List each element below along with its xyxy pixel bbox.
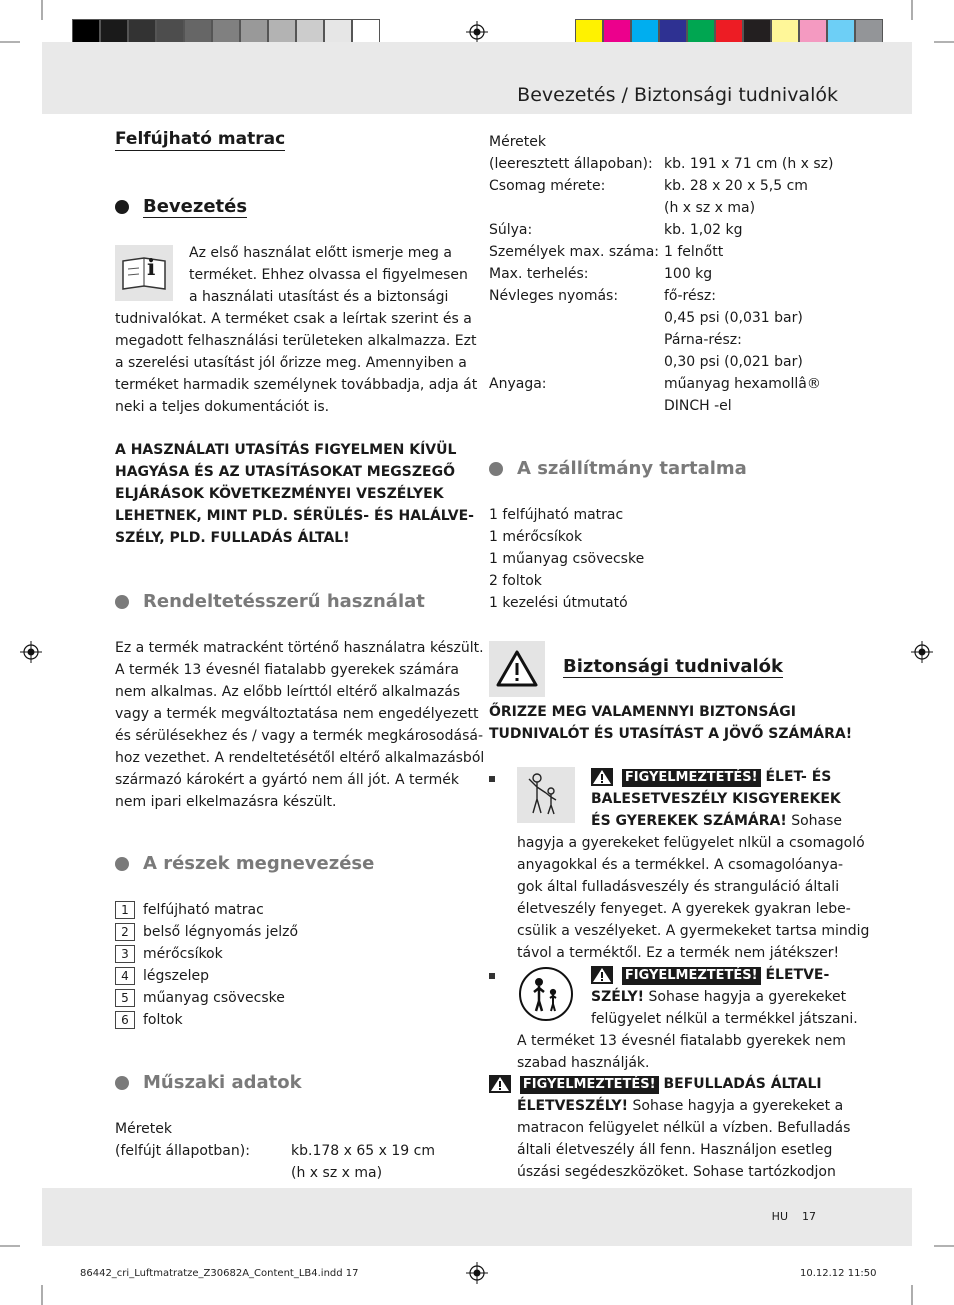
text-line: származó károkért a gyártó nem áll jót. A termék <box>115 772 459 788</box>
section-heading-text: Rendeltetésszerű használat <box>143 591 425 612</box>
warning1-line <box>591 766 831 788</box>
part-number: 5 <box>115 989 135 1007</box>
bullet-square-icon <box>489 973 495 979</box>
spec-label: Méretek <box>489 134 546 150</box>
warning2-line <box>591 964 829 986</box>
text-line: A termék 13 évesnél fiatalabb gyerekek számára <box>115 662 459 678</box>
text-line: vagy a termék megváltoztatása nem engedélyezett <box>115 706 479 722</box>
text-line: nem alkalmas. Az előbb leírttól eltérő alkalmazás <box>115 684 461 700</box>
text-line: távol a terméktől. Ez a termék nem játékszer! <box>517 945 840 961</box>
tech-value: (h x sz x ma) <box>291 1165 383 1181</box>
text-line: Az első használat előtt ismerje meg a <box>189 245 452 261</box>
text-line: hoz vezethet. A rendeltetésétől eltérő alkalmazásból <box>115 750 485 766</box>
part-number: 3 <box>115 945 135 963</box>
language-code: HU <box>771 1210 788 1223</box>
spec-label: Csomag mérete: <box>489 178 606 194</box>
text-line: neki a teljes dokumentációt is. <box>115 399 330 415</box>
text-line: HAGYÁSA ÉS AZ UTASÍTÁSOKAT MEGSZEGŐ <box>115 464 455 480</box>
text-line: nem ipari elkelmazásra készült. <box>115 794 337 810</box>
text-line: általi életveszély áll fenn. Használjon esetleg <box>517 1142 833 1158</box>
text-line: A terméket 13 évesnél fiatalabb gyerekek nem <box>517 1033 846 1049</box>
text-line: 1 műanyag csövecske <box>489 551 645 567</box>
part-number: 2 <box>115 923 135 941</box>
text-line: és sérülésekhez és / vagy a termék megkárosodásá- <box>115 728 483 744</box>
text-line: SZÉLY, PLD. FULLADÁS ÁLTAL! <box>115 530 350 546</box>
part-label: mérőcsíkok <box>143 946 223 962</box>
warning-title: ÉLETVE- <box>765 967 830 983</box>
spec-label: Anyaga: <box>489 376 547 392</box>
tech-value: kb.178 x 65 x 19 cm <box>291 1143 435 1159</box>
child-adult-icon <box>517 767 575 823</box>
section-heading-text: Bevezetés <box>143 196 248 217</box>
warning-title: SZÉLY! <box>591 989 645 1005</box>
text-line: terméket. Ehhez olvassa el figyelmesen <box>189 267 468 283</box>
text-line: 1 mérőcsíkok <box>489 529 583 545</box>
warning-title: BEFULLADÁS ÁLTALI <box>663 1076 822 1092</box>
list-item <box>115 987 285 1009</box>
spec-label: Névleges nyomás: <box>489 288 619 304</box>
bullet-dot-icon <box>115 200 129 214</box>
section-heading-text: Biztonsági tudnivalók <box>563 656 784 677</box>
part-number: 1 <box>115 901 135 919</box>
section-heading-delivery <box>489 458 747 479</box>
bullet-dot-icon <box>489 462 503 476</box>
info-book-icon <box>115 245 173 301</box>
warning-triangle-icon <box>489 641 545 697</box>
section-heading-text: A részek megnevezése <box>143 853 375 874</box>
part-number: 6 <box>115 1011 135 1029</box>
warning-title: ÉLET- ÉS <box>765 769 832 785</box>
text-line: felügyelet nélkül a termékkel játszani. <box>591 1011 858 1027</box>
spec-label: Súlya: <box>489 222 533 238</box>
part-label: felfújható matrac <box>143 902 264 918</box>
section-heading-text: A szállítmány tartalma <box>517 458 747 479</box>
adult-child-circle-icon <box>517 965 575 1023</box>
part-label: légszelep <box>143 968 210 984</box>
date-slug: 10.12.12 11:50 <box>800 1268 877 1279</box>
warning-text: Sohase hagyja a gyerekeket a <box>632 1098 844 1114</box>
warning-triangle-small-icon <box>591 966 613 984</box>
tech-label: (felfújt állapotban): <box>115 1143 250 1159</box>
list-item <box>115 1009 183 1031</box>
text-line: anyagokkal és a termékkel. A csomagolóanya- <box>517 857 844 873</box>
text-line: LEHETNEK, MINT PLD. SÉRÜLÉS- ÉS HALÁLVE- <box>115 508 474 524</box>
warning1-line <box>591 810 842 832</box>
page-header-title: Bevezetés / Biztonsági tudnivalók <box>517 84 838 106</box>
bullet-dot-icon <box>115 857 129 871</box>
warning-badge: FIGYELMEZTETÉS! <box>520 1076 659 1094</box>
section-heading-safety <box>563 656 783 678</box>
text-line: a szerelési utasítást jól őrizze meg. Amennyiben a <box>115 355 467 371</box>
section-heading-parts <box>115 853 374 874</box>
text-line: életveszély fenyeget. A gyerekek gyakran lebe- <box>517 901 851 917</box>
spec-value: DINCH -el <box>664 398 732 414</box>
text-line: hagyja a gyerekeket felügyelet nlkül a csomagoló <box>517 835 865 851</box>
spec-value: kb. 1,02 kg <box>664 222 743 238</box>
list-item <box>115 899 264 921</box>
text-line: szabad használják. <box>517 1055 650 1071</box>
bullet-dot-icon <box>115 595 129 609</box>
bullet-square-icon <box>489 776 495 782</box>
list-item <box>115 965 209 987</box>
text-line: a használati utasítást és a biztonsági <box>189 289 449 305</box>
section-heading-intended-use <box>115 591 425 612</box>
spec-value: (h x sz x ma) <box>664 200 756 216</box>
part-label: foltok <box>143 1012 183 1028</box>
warning-triangle-small-icon <box>489 1075 511 1093</box>
text-line: Ez a termék matracként történő használatra készült. <box>115 640 484 656</box>
spec-value: 0,45 psi (0,031 bar) <box>664 310 803 326</box>
main-title-text: Felfújható matrac <box>115 129 286 149</box>
warning-title: ÉS GYEREKEK SZÁMÁRA! <box>591 813 787 829</box>
spec-value: kb. 191 x 71 cm (h x sz) <box>664 156 834 172</box>
spec-label: (leeresztett állapoban): <box>489 156 653 172</box>
text-line: terméket harmadik személynek továbbadja, adja át <box>115 377 478 393</box>
tech-label: Méretek <box>115 1121 172 1137</box>
text-line: tudnivalókat. A terméket csak a leírtak szerint és a <box>115 311 472 327</box>
warning-triangle-small-icon <box>591 768 613 786</box>
warning-badge: FIGYELMEZTETÉS! <box>622 967 761 985</box>
text-line: úszási segédeszközöket. Sohase tartózkodjon <box>517 1164 836 1180</box>
warning-text: Sohase hagyja a gyerekeket <box>648 989 847 1005</box>
text-line: csülik a veszélyeket. A gyermekeket tartsa mindig <box>517 923 870 939</box>
warning-badge: FIGYELMEZTETÉS! <box>622 769 761 787</box>
text-line: 1 kezelési útmutató <box>489 595 628 611</box>
spec-label: Személyek max. száma: <box>489 244 660 260</box>
text-line: matracon felügyelet nélkül a vízben. Befulladás <box>517 1120 851 1136</box>
text-line: 2 foltok <box>489 573 542 589</box>
part-number: 4 <box>115 967 135 985</box>
spec-value: 100 kg <box>664 266 713 282</box>
warning2-line <box>591 986 846 1008</box>
list-item <box>115 943 223 965</box>
section-heading-tech <box>115 1072 302 1093</box>
bullet-dot-icon <box>115 1076 129 1090</box>
text-line: ELJÁRÁSOK KÖVETKEZMÉNYEI VESZÉLYEK <box>115 486 444 502</box>
spec-value: fő-rész: <box>664 288 716 304</box>
text-line: megadott felhasználási területeken alkalmazza. Ezt <box>115 333 477 349</box>
text-line: TUDNIVALÓT ÉS UTASÍTÁST A JÖVŐ SZÁMÁRA! <box>489 726 853 742</box>
text-line: A HASZNÁLATI UTASÍTÁS FIGYELMEN KÍVÜL <box>115 442 457 458</box>
list-item <box>115 921 298 943</box>
main-title <box>115 129 285 149</box>
text-line: 1 felfújható matrac <box>489 507 624 523</box>
spec-value: műanyag hexamollâ® <box>664 376 821 392</box>
page-number <box>772 1210 816 1223</box>
page-number-value: 17 <box>802 1210 816 1223</box>
spec-value: kb. 28 x 20 x 5,5 cm <box>664 178 808 194</box>
warning-title: BALESETVESZÉLY KISGYEREKEK <box>591 791 841 807</box>
part-label: belső légnyomás jelző <box>143 924 299 940</box>
spec-value: 0,30 psi (0,021 bar) <box>664 354 803 370</box>
info-letter: i <box>147 255 156 281</box>
text-line: ŐRIZZE MEG VALAMENNYI BIZTONSÁGI <box>489 704 796 720</box>
warning-title: ÉLETVESZÉLY! <box>517 1098 629 1114</box>
spec-value: Párna-rész: <box>664 332 742 348</box>
warning-text: Sohase <box>791 813 842 829</box>
text-line: gok által fulladásveszély és stranguláció általi <box>517 879 840 895</box>
warning3-line <box>517 1095 843 1117</box>
part-label: műanyag csövecske <box>143 990 285 1006</box>
spec-value: 1 felnőtt <box>664 244 724 260</box>
warning3-line <box>489 1073 822 1095</box>
spec-label: Max. terhelés: <box>489 266 589 282</box>
section-heading-intro <box>115 196 247 218</box>
file-slug: 86442_cri_Luftmatratze_Z30682A_Content_LB4.indd 17 <box>80 1268 359 1279</box>
section-heading-text: Műszaki adatok <box>143 1072 302 1093</box>
